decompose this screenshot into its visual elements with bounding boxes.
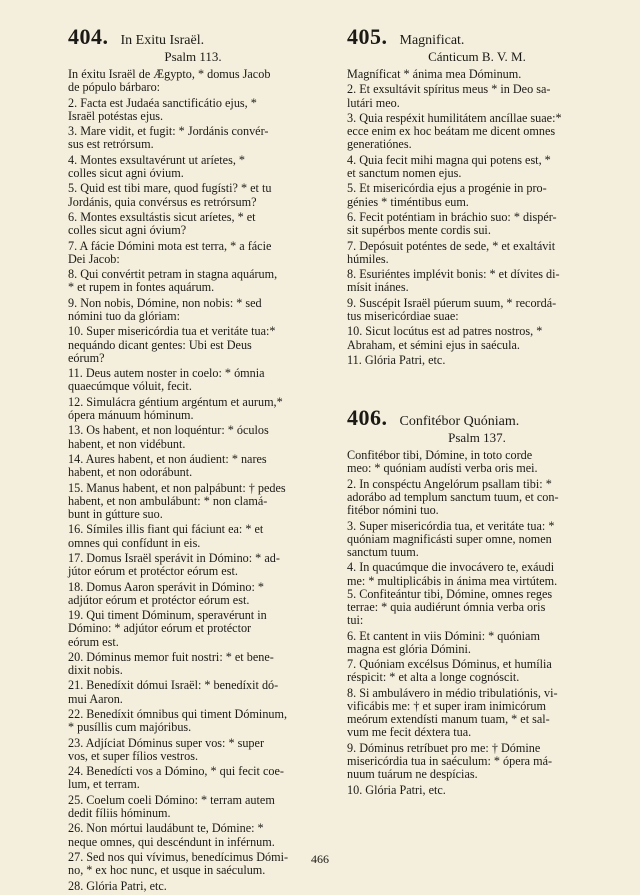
- verse: [68, 679, 318, 705]
- verse-line: 2. Facta est Judaéa sanctificátio ejus, *: [68, 95, 257, 110]
- verse: [68, 794, 318, 820]
- verse-line: 16. Símiles illis fiant qui fáciunt ea: * et: [68, 522, 264, 537]
- verse: [68, 367, 318, 393]
- hymn-title: Magnificat.: [399, 33, 465, 48]
- hymn-number: 406.: [347, 405, 388, 431]
- verse-line: 6. Et cantent in viis Dómini: * quóniam: [347, 628, 540, 643]
- verse: [68, 581, 318, 607]
- verse-line: adorábo ad templum sanctum tuum, et con-: [347, 489, 559, 504]
- verse-line: 23. Adjíciat Dóminus super vos: * super: [68, 735, 264, 750]
- hymn-title: In Exitu Israël.: [120, 33, 205, 48]
- verse: [347, 354, 607, 367]
- verse: [347, 742, 607, 782]
- verse: [347, 630, 607, 656]
- verse-line: Confitébor tibi, Dómine, in toto corde: [347, 448, 533, 463]
- verse-line: 3. Quia respéxit humilitátem ancíllae suae:*: [347, 110, 562, 125]
- verse-line: 11. Deus autem noster in coelo: * ómnia: [68, 366, 265, 381]
- verse-line: 12. Simulácra géntium argéntum et aurum,*: [68, 394, 283, 409]
- verse-line: 14. Aures habent, et non áudient: * nares: [68, 451, 267, 466]
- verse-line: 18. Domus Aaron sperávit in Dómino: *: [68, 579, 264, 594]
- verse: [68, 240, 318, 266]
- verse: [68, 211, 318, 237]
- verse-line: dedit fíliis hóminum.: [68, 806, 171, 821]
- verse-line: In éxitu Israël de Ægypto, * domus Jacob: [68, 67, 271, 81]
- verse-line: omnes qui confídunt in eis.: [68, 535, 201, 550]
- verse: [68, 182, 318, 208]
- verse: [68, 609, 318, 649]
- verse-line: eórum?: [68, 350, 105, 365]
- verse-line: * pusíllis cum majóribus.: [68, 720, 192, 735]
- verse-line: neque omnes, qui descéndunt in inférnum.: [68, 834, 275, 849]
- verse: [68, 708, 318, 734]
- verse: [68, 297, 318, 323]
- verse-line: mui Aaron.: [68, 691, 123, 706]
- verse-line: Magníficat * ánima mea Dóminum.: [347, 67, 522, 81]
- verse-line: lutári meo.: [347, 95, 400, 110]
- left-column: [68, 24, 318, 895]
- verse: [347, 561, 607, 627]
- verse-line: 2. Et exsultávit spíritus meus * in Deo sa-: [347, 82, 551, 97]
- section-404: [68, 24, 318, 893]
- verse: [347, 182, 607, 208]
- verse: [68, 97, 318, 123]
- verse-line: tus misericórdiae suae:: [347, 308, 459, 323]
- verse-line: de pópulo bárbaro:: [68, 80, 161, 95]
- verse-line: 4. Montes exsultavérunt ut aríetes, *: [68, 152, 246, 167]
- verse-line: colles sicut agni óvium.: [68, 165, 184, 180]
- verse-line: me: * multiplicábis in ánima mea virtútem.: [347, 573, 558, 588]
- verse-line: 7. A fácie Dómini mota est terra, * a fácie: [68, 238, 272, 253]
- verse-line: 15. Manus habent, et non palpábunt: † pedes: [68, 480, 286, 495]
- verse: [68, 482, 318, 522]
- verse: [68, 268, 318, 294]
- verse-line: Dei Jacob:: [68, 251, 120, 266]
- verse-line: 5. Et misericórdia ejus a progénie in pro-: [347, 181, 547, 196]
- verse-line: jútor eórum et protéctor eórum est.: [68, 564, 238, 579]
- section-406: [347, 405, 607, 797]
- verse-line: meo: * quóniam audísti verba oris mei.: [347, 461, 538, 476]
- verse: [68, 68, 318, 94]
- verse-line: 28. Glória Patri, etc.: [68, 878, 167, 893]
- verse: [347, 240, 607, 266]
- hymn-number: 405.: [347, 24, 388, 49]
- verse: [347, 154, 607, 180]
- verse-line: Israël potéstas ejus.: [68, 108, 164, 123]
- verse-line: magna est glória Dómini.: [347, 641, 471, 656]
- verse-line: fitébor nómini tuo.: [347, 503, 439, 518]
- verse-line: 9. Dóminus retríbuet pro me: † Dómine: [347, 740, 541, 755]
- verse-line: meórum extendísti manum tuam, * et sal-: [347, 712, 550, 727]
- verse-line: 7. Depósuit poténtes de sede, * et exaltávit: [347, 238, 556, 253]
- verse-line: 11. Glória Patri, etc.: [347, 352, 446, 367]
- verse: [347, 478, 607, 518]
- verse-line: colles sicut agni óvium?: [68, 223, 187, 238]
- verse-line: 4. Quia fecit mihi magna qui potens est, *: [347, 152, 551, 167]
- verse-line: 27. Sed nos qui vívimus, benedícimus Dómi-: [68, 850, 289, 865]
- verse-line: sus est retrórsum.: [68, 137, 154, 152]
- verse-line: mísit inánes.: [347, 280, 409, 295]
- hymn-number: 404.: [68, 24, 109, 49]
- verse-line: 8. Qui convértit petram in stagna aquárum,: [68, 267, 278, 282]
- verse: [347, 297, 607, 323]
- verse-line: bunt in gútture suo.: [68, 506, 163, 521]
- verse-line: 5. Confiteántur tibi, Dómine, omnes reges: [347, 586, 553, 601]
- verse-line: 8. Si ambulávero in médio tribulatiónis, vi-: [347, 685, 558, 700]
- verse: [347, 687, 607, 740]
- verse-line: adjútor eórum et protéctor eórum est.: [68, 592, 250, 607]
- verse-line: nómini tuo da glóriam:: [68, 308, 181, 323]
- section-header: [68, 24, 318, 48]
- verse-line: 4. In quacúmque die invocávero te, exáudi: [347, 560, 555, 575]
- verse-line: nequándo dicant gentes: Ubi est Deus: [68, 337, 252, 352]
- verse-line: réspicit: * et alta a longe cognóscit.: [347, 670, 520, 685]
- verse: [68, 880, 318, 893]
- verse-line: quóniam magnificásti super omne, nomen: [347, 531, 552, 546]
- verse-line: ópera mánuum hóminum.: [68, 407, 194, 422]
- verse: [347, 68, 607, 81]
- verse: [68, 765, 318, 791]
- verse-line: ecce enim ex hoc beátam me dicent omnes: [347, 124, 556, 139]
- verse-line: 10. Glória Patri, etc.: [347, 782, 446, 797]
- verse: [68, 552, 318, 578]
- verse-line: et sanctum nomen ejus.: [347, 165, 462, 180]
- psalm-subtitle: Psalm 137.: [448, 430, 506, 446]
- verse-line: 26. Non mórtui laudábunt te, Dómine: *: [68, 821, 264, 836]
- verse-line: sanctum tuum.: [347, 544, 419, 559]
- verse: [68, 325, 318, 365]
- verse: [347, 325, 607, 351]
- verse-line: 10. Super misericórdia tua et veritáte tua:*: [68, 324, 276, 339]
- verse-line: eórum est.: [68, 634, 119, 649]
- verse-line: 3. Mare vidit, et fugit: * Jordánis convér-: [68, 124, 269, 139]
- verse-line: quaecúmque vóluit, fecit.: [68, 379, 192, 394]
- verse-line: nuum tuárum ne despícias.: [347, 767, 478, 782]
- verse-line: generatiónes.: [347, 137, 412, 152]
- verse: [347, 112, 607, 152]
- verse: [347, 658, 607, 684]
- verse: [68, 822, 318, 848]
- psalm-subtitle: Cánticum B. V. M.: [428, 49, 526, 64]
- verse: [68, 396, 318, 422]
- right-column: [347, 24, 607, 799]
- verse-line: 9. Non nobis, Dómine, non nobis: * sed: [68, 295, 262, 310]
- verse-line: no, * ex hoc nunc, et usque in saéculum.: [68, 863, 266, 878]
- verse-line: húmiles.: [347, 251, 389, 266]
- verse-line: 19. Qui timent Dóminum, speravérunt in: [68, 608, 267, 623]
- verse: [68, 424, 318, 450]
- verse-line: habent, et non vidébunt.: [68, 436, 186, 451]
- verse: [347, 211, 607, 237]
- verse-line: Jordánis, quia convérsus es retrórsum?: [68, 194, 257, 209]
- verse-line: 24. Benedícti vos a Dómino, * qui fecit coe-: [68, 764, 284, 779]
- verse-line: vos, et super fílios vestros.: [68, 748, 198, 763]
- verse-line: 17. Domus Israël sperávit in Dómino: * ad-: [68, 550, 280, 565]
- verse-line: dixit nobis.: [68, 663, 123, 678]
- verse-line: 8. Esuriéntes implévit bonis: * et dívites di-: [347, 267, 560, 282]
- verse-line: misericórdia tua in saéculum: * ópera má-: [347, 753, 553, 768]
- verse-line: 13. Os habent, et non loquéntur: * óculos: [68, 423, 269, 438]
- verse-line: 20. Dóminus memor fuit nostri: * et bene-: [68, 649, 274, 664]
- verse-line: Abraham, et sémini ejus in saécula.: [347, 337, 520, 352]
- verse-line: lum, et terram.: [68, 777, 140, 792]
- verse-line: 6. Montes exsultástis sicut aríetes, * et: [68, 209, 256, 224]
- verse: [347, 520, 607, 560]
- verse: [68, 651, 318, 677]
- verse: [68, 453, 318, 479]
- verse-line: habent, et non ambulábunt: * non clamá-: [68, 493, 268, 508]
- verse-line: 25. Coelum coeli Dómino: * terram autem: [68, 792, 275, 807]
- page-number: 466: [311, 852, 329, 866]
- verse-line: Dómino: * adjútor eórum et protéctor: [68, 621, 252, 636]
- verse-line: 6. Fecit poténtiam in bráchio suo: * dispér-: [347, 209, 557, 224]
- verse: [347, 784, 607, 797]
- verse: [68, 737, 318, 763]
- section-header: [347, 405, 607, 429]
- verse-line: vum me fecit déxtera tua.: [347, 725, 472, 740]
- verse-line: terrae: * quia audiérunt ómnia verba oris: [347, 599, 546, 614]
- psalm-subtitle: Psalm 113.: [164, 49, 222, 64]
- verse: [68, 154, 318, 180]
- verse-line: 7. Quóniam excélsus Dóminus, et humília: [347, 657, 552, 672]
- verse-line: tui:: [347, 613, 364, 628]
- verse: [68, 125, 318, 151]
- verse-line: 2. In conspéctu Angelórum psallam tibi: *: [347, 476, 552, 491]
- section-405: [347, 24, 607, 367]
- hymn-title: Confitébor Quóniam.: [399, 414, 520, 430]
- verse-line: 9. Suscépit Israël púerum suum, * recordá-: [347, 295, 557, 310]
- verse-line: * et rupem in fontes aquárum.: [68, 280, 215, 295]
- verse-line: habent, et non odorábunt.: [68, 465, 193, 480]
- verse-line: 3. Super misericórdia tua, et veritáte tua: *: [347, 518, 555, 533]
- verse: [68, 523, 318, 549]
- verse-line: génies * timéntibus eum.: [347, 194, 469, 209]
- verse: [347, 83, 607, 109]
- section-header: [347, 24, 607, 48]
- verse-line: 10. Sicut locútus est ad patres nostros, *: [347, 324, 543, 339]
- verse-line: 5. Quid est tibi mare, quod fugísti? * et tu: [68, 181, 272, 196]
- verse-line: 21. Benedíxit dómui Israël: * benedíxit dó-: [68, 678, 279, 693]
- verse: [347, 449, 607, 475]
- verse: [347, 268, 607, 294]
- verse-line: 22. Benedíxit ómnibus qui timent Dóminum,: [68, 707, 288, 722]
- verse-line: vificábis me: † et super iram inimicórum: [347, 698, 547, 713]
- verse-line: sit supérbos mente cordis sui.: [347, 223, 491, 238]
